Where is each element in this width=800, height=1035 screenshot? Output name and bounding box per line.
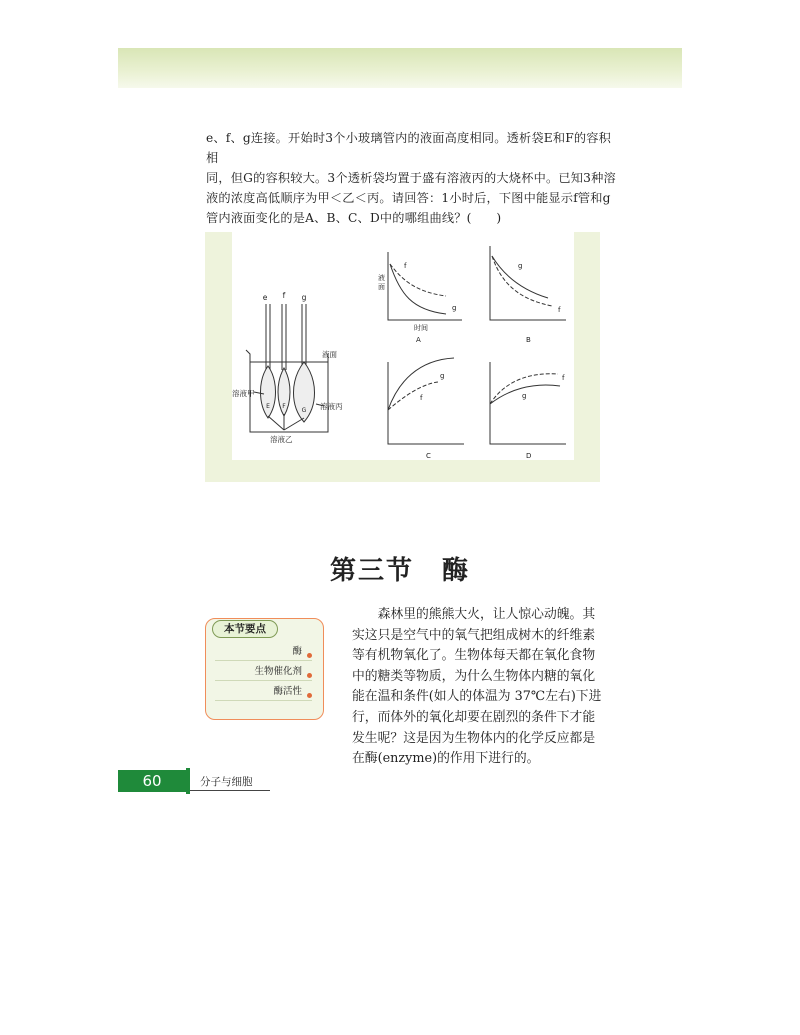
graph-c-curve-f: f xyxy=(420,394,423,402)
graph-a-ylabel-1: 液 xyxy=(378,274,385,282)
key-point-label: 酶 xyxy=(292,646,302,657)
book-title-underline xyxy=(190,790,270,791)
graph-b-curve-g: g xyxy=(518,262,523,270)
label-solution-yi: 溶液乙 xyxy=(270,435,293,444)
figure-svg xyxy=(232,232,574,460)
graph-d-curve-g: g xyxy=(522,392,527,400)
graph-a-dashed xyxy=(390,264,446,296)
body-text xyxy=(352,605,602,770)
graph-c-curve-g: g xyxy=(440,372,445,380)
graph-b-caption: B xyxy=(526,336,531,344)
label-liquid-surface: 液面 xyxy=(322,350,337,359)
graph-a-solid xyxy=(390,264,446,314)
tube-label-e: e xyxy=(262,293,268,302)
key-point-item xyxy=(215,643,312,661)
label-solution-bing: 溶液丙 xyxy=(320,402,343,411)
graph-a-curve-f: f xyxy=(404,262,407,270)
graph-b-curve-f: f xyxy=(558,306,561,314)
graph-a-xlabel: 时间 xyxy=(414,324,428,332)
key-point-item xyxy=(215,663,312,681)
question-text xyxy=(206,128,616,228)
tube-label-g: g xyxy=(301,293,307,302)
question-line: 同，但G的容积较大。3个透析袋均置于盛有溶液丙的大烧杯中。已知3种溶 xyxy=(206,171,616,185)
key-point-label: 酶活性 xyxy=(273,686,302,697)
graph-b xyxy=(490,246,566,320)
bullet-dot-icon xyxy=(307,673,312,678)
graph-c-axes xyxy=(388,362,464,444)
question-line: 液的浓度高低顺序为甲＜乙＜丙。请回答：1小时后，下图中能显示f管和g xyxy=(206,191,611,205)
graph-a-ylabel-2: 面 xyxy=(378,283,385,291)
key-points-heading: 本节要点 xyxy=(212,620,278,638)
bag-label-G: G xyxy=(301,407,307,414)
graph-d-caption: D xyxy=(526,452,532,460)
bag-label-E: E xyxy=(266,403,270,410)
page-number: 60 xyxy=(142,772,162,790)
osmosis-apparatus xyxy=(246,304,328,432)
graph-d-curve-f: f xyxy=(562,374,565,382)
graph-c xyxy=(388,358,464,444)
book-title: 分子与细胞 xyxy=(200,776,253,788)
bag-e xyxy=(261,366,276,418)
label-solution-jia: 溶液甲 xyxy=(232,389,255,398)
key-point-label: 生物催化剂 xyxy=(254,666,302,677)
graph-c-caption: C xyxy=(426,452,431,460)
graph-a xyxy=(388,252,462,320)
key-point-item xyxy=(215,683,312,701)
body-paragraph: 森林里的熊熊大火，让人惊心动魄。其实这只是空气中的氧气把组成树木的纤维素等有机物氧化了。生物体每天都在氧化食物中的糖类等物质，为什么生物体内糖的氧化能在温和条件(如人的体温为 37℃左右)下进行，而体外的氧化却要在剧烈的条件下才能发生呢？这是因为生物体内的化学反应都是在酶(enzyme)的作用下进行的。 xyxy=(352,607,602,767)
graph-d xyxy=(490,362,566,444)
graph-b-axes xyxy=(490,246,566,320)
question-line: 管内液面变化的是A、B、C、D中的哪组曲线？( ) xyxy=(206,211,502,225)
question-line: e、f、g连接。开始时3个小玻璃管内的液面高度相同。透析袋E和F的容积相 xyxy=(206,131,612,165)
graph-a-caption: A xyxy=(416,336,421,344)
bullet-dot-icon xyxy=(307,653,312,658)
header-band xyxy=(118,48,682,88)
graph-a-curve-g: g xyxy=(452,304,457,312)
tube-label-f: f xyxy=(282,291,286,300)
bag-label-F: F xyxy=(282,403,286,410)
section-title: 第三节 酶 xyxy=(329,556,470,586)
graph-c-dashed xyxy=(388,382,438,410)
bullet-dot-icon xyxy=(307,693,312,698)
